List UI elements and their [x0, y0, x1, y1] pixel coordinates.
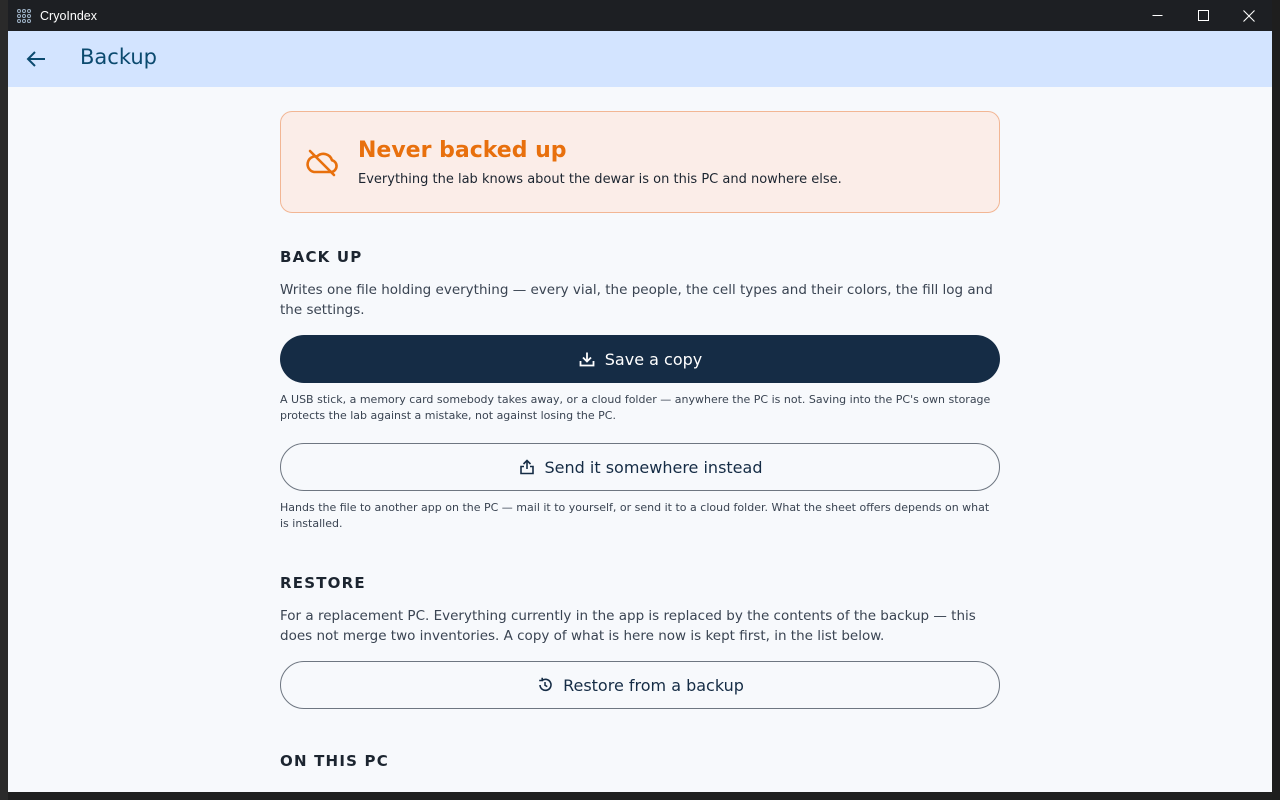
restore-history-icon [536, 676, 554, 694]
save-hint: A USB stick, a memory card somebody takes away, or a cloud folder — anywhere the PC is not. Saving into the PC's own storage protects the lab against a mistake, not against losing the PC. [280, 393, 991, 422]
restore-backup-button[interactable] [280, 661, 1000, 709]
window-title: CryoIndex [40, 8, 97, 23]
arrow-back-icon [26, 50, 46, 68]
maximize-icon [1198, 10, 1209, 21]
app-bar [8, 31, 1272, 87]
desktop-background-left [0, 0, 8, 800]
app-grid-icon [17, 9, 31, 23]
minimize-icon [1152, 10, 1163, 21]
page-title: Backup [80, 45, 157, 69]
restore-description: For a replacement PC. Everything currently in the app is replaced by the contents of the backup — this does not merge two inventories. A copy of what is here now is kept first, in the list below. [280, 608, 976, 644]
send-somewhere-button[interactable] [280, 443, 1000, 491]
send-hint: Hands the file to another app on the PC — mail it to yourself, or send it to a cloud folder. What the sheet offers depends on what is installed. [280, 501, 990, 530]
minimize-button[interactable] [1134, 0, 1180, 31]
cloud-off-icon [305, 147, 339, 177]
close-icon [1243, 10, 1255, 22]
send-somewhere-label: Send it somewhere instead [544, 457, 763, 477]
share-icon [518, 458, 536, 476]
restore-backup-label: Restore from a backup [563, 675, 744, 695]
backup-status-card [280, 111, 1000, 213]
save-copy-label: Save a copy [604, 349, 703, 369]
title-bar [8, 0, 1272, 31]
app-window [8, 0, 1272, 792]
status-message: Everything the lab knows about the dewar is on this PC and nowhere else. [358, 172, 842, 187]
close-button[interactable] [1226, 0, 1272, 31]
download-icon [578, 350, 596, 368]
backup-heading: BACK UP [280, 248, 363, 266]
window-controls [1134, 0, 1272, 31]
desktop-background-right [1272, 0, 1280, 800]
maximize-button[interactable] [1180, 0, 1226, 31]
back-button[interactable] [22, 45, 50, 73]
restore-heading: RESTORE [280, 574, 366, 592]
save-copy-button[interactable] [280, 335, 1000, 383]
status-title: Never backed up [358, 138, 567, 163]
on-this-pc-heading: ON THIS PC [280, 752, 389, 770]
backup-description: Writes one file holding everything — every vial, the people, the cell types and their colors, the fill log and the settings. [280, 282, 993, 318]
